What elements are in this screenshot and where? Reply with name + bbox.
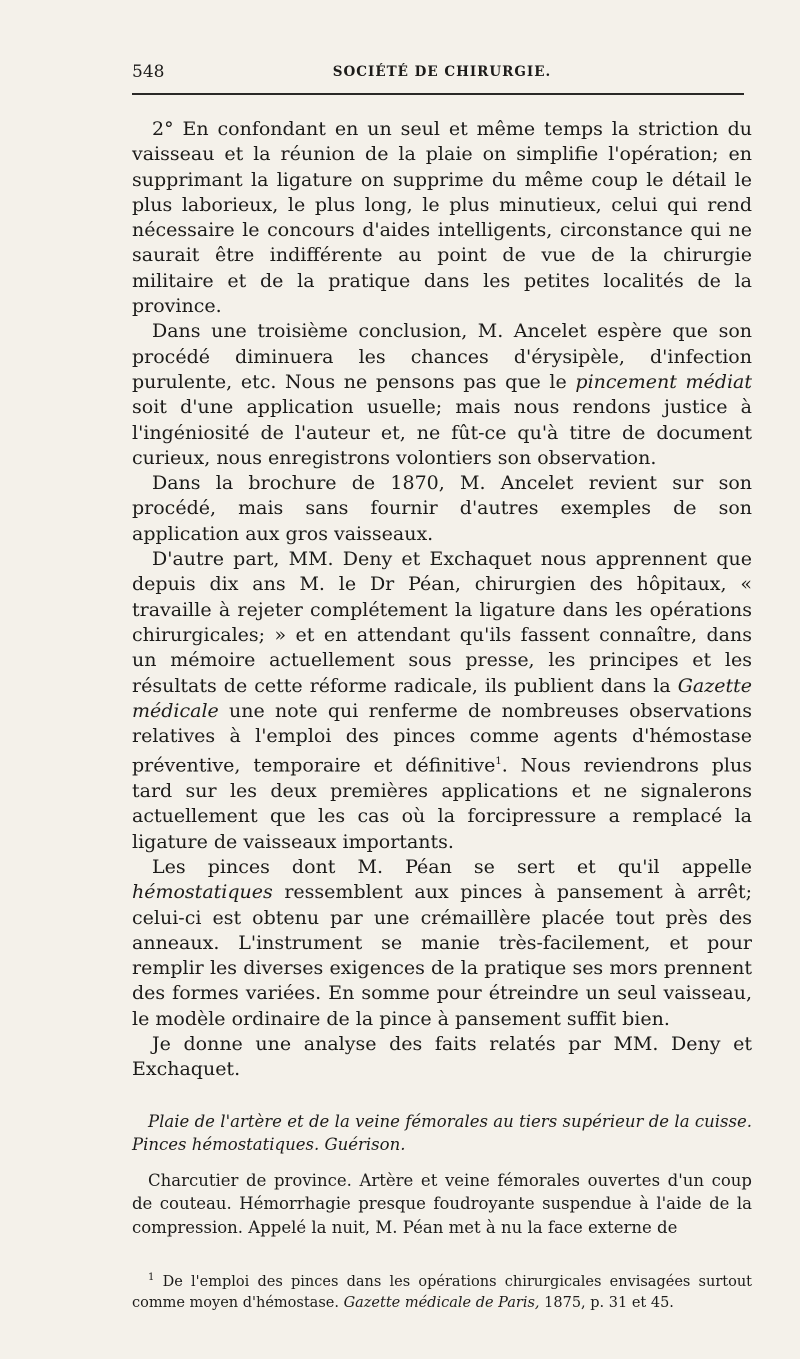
footnote-mark: 1: [148, 1272, 155, 1284]
header-rule: [132, 93, 744, 95]
footnote-text-a: De l'emploi des pinces dans les opérations chirurgicales envisagées surtout comme moyen d'hémostase.: [132, 1273, 752, 1311]
paragraph-2-text-a: Dans une troisième conclusion, M. Ancelet espère que son procédé diminuera les chances d'érysipèle, d'infection purulente, etc. Nous ne pensons pas que le: [132, 320, 752, 393]
case-paragraph: Charcutier de province. Artère et veine fémorales ouvertes d'un coup de couteau. Hémorrhagie presque foudroyante suspendue à l'aide de la compression. Appelé la nuit, M. Péan met à nu la face externe de: [132, 1170, 752, 1237]
paragraph-3: Dans la brochure de 1870, M. Ancelet revient sur son procédé, mais sans fournir d'autres exemples de son application aux gros vaisseaux.: [132, 472, 752, 545]
paragraph-4-text-c: . Nous reviendrons plus tard sur les deux premières applications et ne signalerons actuellement que les cas où la forcipressure a remplacé la ligature de vaisseaux importants.: [132, 754, 752, 853]
case-heading: Plaie de l'artère et de la veine fémorales au tiers supérieur de la cuisse. Pinces hémostatiques. Guérison.: [132, 1111, 752, 1155]
paragraph-2-italic: pincement médiat: [575, 370, 752, 393]
paragraph-5-text-a: Les pinces dont M. Péan se sert et qu'il appelle: [152, 855, 752, 878]
paragraph-6: Je donne une analyse des faits relatés par MM. Deny et Exchaquet.: [132, 1033, 752, 1081]
running-title: SOCIÉTÉ DE CHIRURGIE.: [332, 64, 552, 80]
paragraph-2: [132, 319, 752, 471]
footnote-reference: 1: [495, 756, 502, 768]
paragraph-5: [132, 855, 752, 1032]
paragraph-4-italic: Gazette médicale: [132, 674, 752, 722]
paragraph-4: [132, 547, 752, 855]
page-number: 548: [132, 62, 165, 82]
running-head: [132, 58, 752, 86]
footnote-italic: Gazette médicale de Paris,: [343, 1294, 540, 1311]
paragraph-4-text-a: D'autre part, MM. Deny et Exchaquet nous apprennent que depuis dix ans M. le Dr Péan, chirurgien des hôpitaux, « travaille à rejeter complétement la ligature dans les opérations chirurgicales; » et en attendant qu'ils fassent connaître, dans un mémoire actuellement sous presse, les principes et les résultats de cette réforme radicale, ils publient dans la: [132, 548, 752, 697]
paragraph-1: 2° En confondant en un seul et même temps la striction du vaisseau et la réunion de la plaie on simplifie l'opération; en supprimant la ligature on supprime du même coup le détail le plus laborieux, le plus long, le plus minutieux, celui qui rend nécessaire le concours d'aides intelligents, circonstance qui ne saurait être indifférente au point de vue de la chirurgie militaire et de la pratique dans les petites localités de la province.: [132, 118, 752, 318]
footnote: [132, 1267, 752, 1314]
paragraph-2-text-b: soit d'une application usuelle; mais nous rendons justice à l'ingéniosité de l'auteur et, ne fût-ce qu'à titre de document curieux, nous enregistrons volontiers son observation.: [132, 396, 752, 469]
paragraph-4-text-b: une note qui renferme de nombreuses observations relatives à l'emploi des pinces comme agents d'hémostase préventive, temporaire et définitive: [132, 699, 752, 777]
main-text: [132, 117, 752, 1083]
paragraph-5-text-b: ressemblent aux pinces à pansement à arrêt; celui-ci est obtenu par une crémaillère placée tout près des anneaux. L'instrument se manie très-facilement, et pour remplir les diverses exigences de la pratique ses mors prennent des formes variées. En somme pour étreindre un seul vaisseau, le modèle ordinaire de la pince à pansement suffit bien.: [132, 881, 752, 1030]
paragraph-5-italic: hémostatiques: [132, 881, 273, 904]
book-page: [132, 58, 752, 1314]
footnote-text-b: 1875, p. 31 et 45.: [539, 1294, 674, 1311]
case-text: [132, 1169, 752, 1240]
